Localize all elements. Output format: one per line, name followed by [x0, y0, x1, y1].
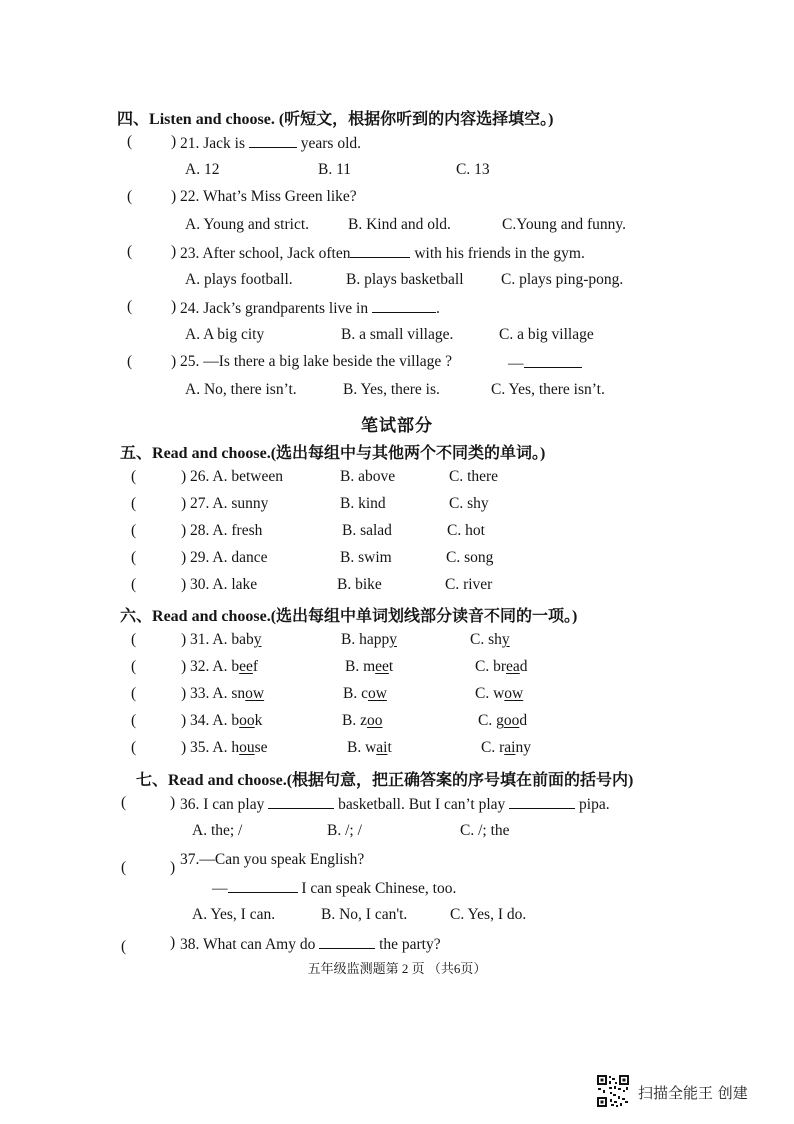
- section-7-number: 七、: [136, 772, 169, 789]
- question-35: [0, 739, 794, 761]
- answer-paren-open: (: [127, 188, 133, 205]
- scanner-watermark: [596, 1074, 786, 1110]
- option-c: C. hot: [447, 522, 485, 539]
- question-21-options: [0, 161, 794, 183]
- question-30: [0, 576, 794, 598]
- answer-paren-open: (: [131, 658, 137, 675]
- option-c: C. Yes, I do.: [450, 906, 527, 923]
- question-stem: ) 30. A. lake: [181, 576, 258, 593]
- answer-paren-open: (: [121, 938, 127, 955]
- option-c: C. /; the: [460, 822, 510, 839]
- section-5-instruction: (选出每组中与其他两个不同类的单词。): [270, 445, 546, 462]
- option-a: A. Young and strict.: [185, 216, 310, 233]
- question-37: [0, 851, 794, 876]
- qr-code-icon: [596, 1074, 630, 1108]
- option-b: B. meet: [345, 658, 394, 675]
- question-29: [0, 549, 794, 571]
- answer-paren-open: (: [131, 739, 137, 756]
- option-b: B. bike: [337, 576, 382, 593]
- option-b: B. salad: [342, 522, 392, 539]
- answer-paren-open: (: [131, 576, 137, 593]
- option-c: C. a big village: [499, 326, 594, 343]
- question-stem: 36. I can play basketball. But I can’t play pipa.: [180, 796, 610, 813]
- option-c: C. bread: [475, 658, 528, 675]
- option-c: C. 13: [456, 161, 490, 178]
- option-b: B. kind: [340, 495, 386, 512]
- question-stem: ) 27. A. sunny: [181, 495, 269, 512]
- answer-paren-close: ): [170, 934, 176, 951]
- question-stem: ) 35. A. house: [181, 739, 268, 756]
- answer-paren-close: ): [171, 353, 177, 370]
- answer-paren-open: (: [131, 549, 137, 566]
- option-a: A. A big city: [185, 326, 265, 343]
- answer-paren-open: (: [127, 243, 133, 260]
- question-32: [0, 658, 794, 680]
- section-7-instruction: (根据句意，把正确答案的序号填在前面的括号内): [286, 772, 634, 789]
- reply-line: — I can speak Chinese, too.: [212, 880, 457, 897]
- option-c: C. song: [446, 549, 494, 566]
- question-26: [0, 468, 794, 490]
- option-c: C. river: [445, 576, 493, 593]
- section-6-title: [120, 603, 577, 626]
- watermark-text: 扫描全能王 创建: [638, 1084, 748, 1102]
- section-6-number: 六、: [120, 608, 153, 625]
- question-24-options: [0, 326, 794, 348]
- question-stem: 22. What’s Miss Green like?: [180, 188, 357, 205]
- section-4-instruction: (听短文，根据你听到的内容选择填空。): [278, 111, 554, 128]
- question-21: [0, 133, 794, 155]
- question-stem: 37.—Can you speak English?: [180, 851, 365, 868]
- section-4-number: 四、: [117, 111, 150, 128]
- written-part-title: 笔试部分: [361, 416, 433, 435]
- option-c: C. plays ping-pong.: [501, 271, 624, 288]
- question-25-options: [0, 381, 794, 403]
- question-38: [0, 934, 794, 956]
- answer-paren-open: (: [131, 712, 137, 729]
- answer-paren-open: (: [131, 468, 137, 485]
- option-b: B. 11: [318, 161, 352, 178]
- question-25: [0, 353, 794, 375]
- answer-paren-close: ): [170, 794, 176, 811]
- question-stem: ) 33. A. snow: [181, 685, 265, 702]
- question-stem: 38. What can Amy do the party?: [180, 936, 441, 953]
- answer-paren-close: ): [170, 859, 176, 876]
- option-a: A. plays football.: [185, 271, 293, 288]
- answer-paren-open: (: [131, 631, 137, 648]
- option-b: B. happy: [341, 631, 397, 648]
- option-c: C. shy: [449, 495, 489, 512]
- answer-paren-open: (: [131, 495, 137, 512]
- option-c: C. Yes, there isn’t.: [491, 381, 605, 398]
- answer-paren-open: (: [127, 133, 133, 150]
- answer-paren-open: (: [121, 794, 127, 811]
- option-b: B. cow: [343, 685, 387, 702]
- section-6-heading: Read and choose.: [152, 608, 271, 625]
- option-c: C. there: [449, 468, 499, 485]
- question-37-reply: [0, 878, 794, 900]
- option-b: B. above: [340, 468, 396, 485]
- answer-paren-open: (: [127, 298, 133, 315]
- answer-paren-open: (: [127, 353, 133, 370]
- option-b: B. a small village.: [341, 326, 454, 343]
- section-6-instruction: (选出每组中单词划线部分读音不同的一项。): [270, 608, 578, 625]
- option-a: A. Yes, I can.: [192, 906, 276, 923]
- question-31: [0, 631, 794, 653]
- question-36: [0, 794, 794, 816]
- question-stem: 23. After school, Jack often with his friends in the gym.: [180, 245, 585, 262]
- section-5-number: 五、: [120, 445, 153, 462]
- option-c: C. good: [478, 712, 528, 729]
- option-b: B. swim: [340, 549, 392, 566]
- option-c: C. rainy: [481, 739, 531, 756]
- answer-paren-open: (: [131, 685, 137, 702]
- question-28: [0, 522, 794, 544]
- section-7-heading: Read and choose.: [168, 772, 287, 789]
- answer-paren-close: ): [171, 243, 177, 260]
- section-4-heading: Listen and choose.: [149, 111, 275, 128]
- question-22: [0, 188, 794, 210]
- question-stem: 21. Jack is years old.: [180, 135, 362, 152]
- option-b: B. No, I can't.: [321, 906, 408, 923]
- question-stem: ) 32. A. beef: [181, 658, 259, 675]
- option-a: A. No, there isn’t.: [185, 381, 297, 398]
- option-b: B. wait: [347, 739, 392, 756]
- answer-paren-open: (: [131, 522, 137, 539]
- question-27: [0, 495, 794, 517]
- section-5-title: [120, 440, 545, 463]
- option-c: C.Young and funny.: [502, 216, 627, 233]
- option-a: A. 12: [185, 161, 220, 178]
- question-stem: ) 26. A. between: [181, 468, 284, 485]
- option-b: B. Yes, there is.: [343, 381, 440, 398]
- answer-paren-close: ): [171, 298, 177, 315]
- question-stem: ) 28. A. fresh: [181, 522, 263, 539]
- section-5-heading: Read and choose.: [152, 445, 271, 462]
- answer-paren-close: ): [171, 133, 177, 150]
- question-stem: ) 29. A. dance: [181, 549, 268, 566]
- option-b: B. Kind and old.: [348, 216, 451, 233]
- question-23: [0, 243, 794, 265]
- option-b: B. plays basketball: [346, 271, 464, 288]
- question-stem: ) 31. A. baby: [181, 631, 262, 648]
- section-4-title: [117, 106, 553, 129]
- question-23-options: [0, 271, 794, 293]
- question-stem: 25. —Is there a big lake beside the village ?: [180, 353, 453, 370]
- option-b: B. /; /: [327, 822, 362, 839]
- question-34: [0, 712, 794, 734]
- question-22-options: [0, 216, 794, 238]
- question-37-options: [0, 906, 794, 928]
- reply-dash: —: [508, 353, 582, 373]
- question-stem: 24. Jack’s grandparents live in .: [180, 300, 440, 317]
- page-footer: 五年级监测题第 2 页 （共6页）: [307, 961, 487, 976]
- question-33: [0, 685, 794, 707]
- question-24: [0, 298, 794, 320]
- option-a: A. the; /: [192, 822, 243, 839]
- answer-paren-open: (: [121, 859, 127, 876]
- option-b: B. zoo: [342, 712, 383, 729]
- answer-paren-close: ): [171, 188, 177, 205]
- section-7-title: [136, 767, 633, 790]
- option-c: C. wow: [475, 685, 524, 702]
- question-36-options: [0, 822, 794, 844]
- option-c: C. shy: [470, 631, 510, 648]
- question-stem: ) 34. A. book: [181, 712, 263, 729]
